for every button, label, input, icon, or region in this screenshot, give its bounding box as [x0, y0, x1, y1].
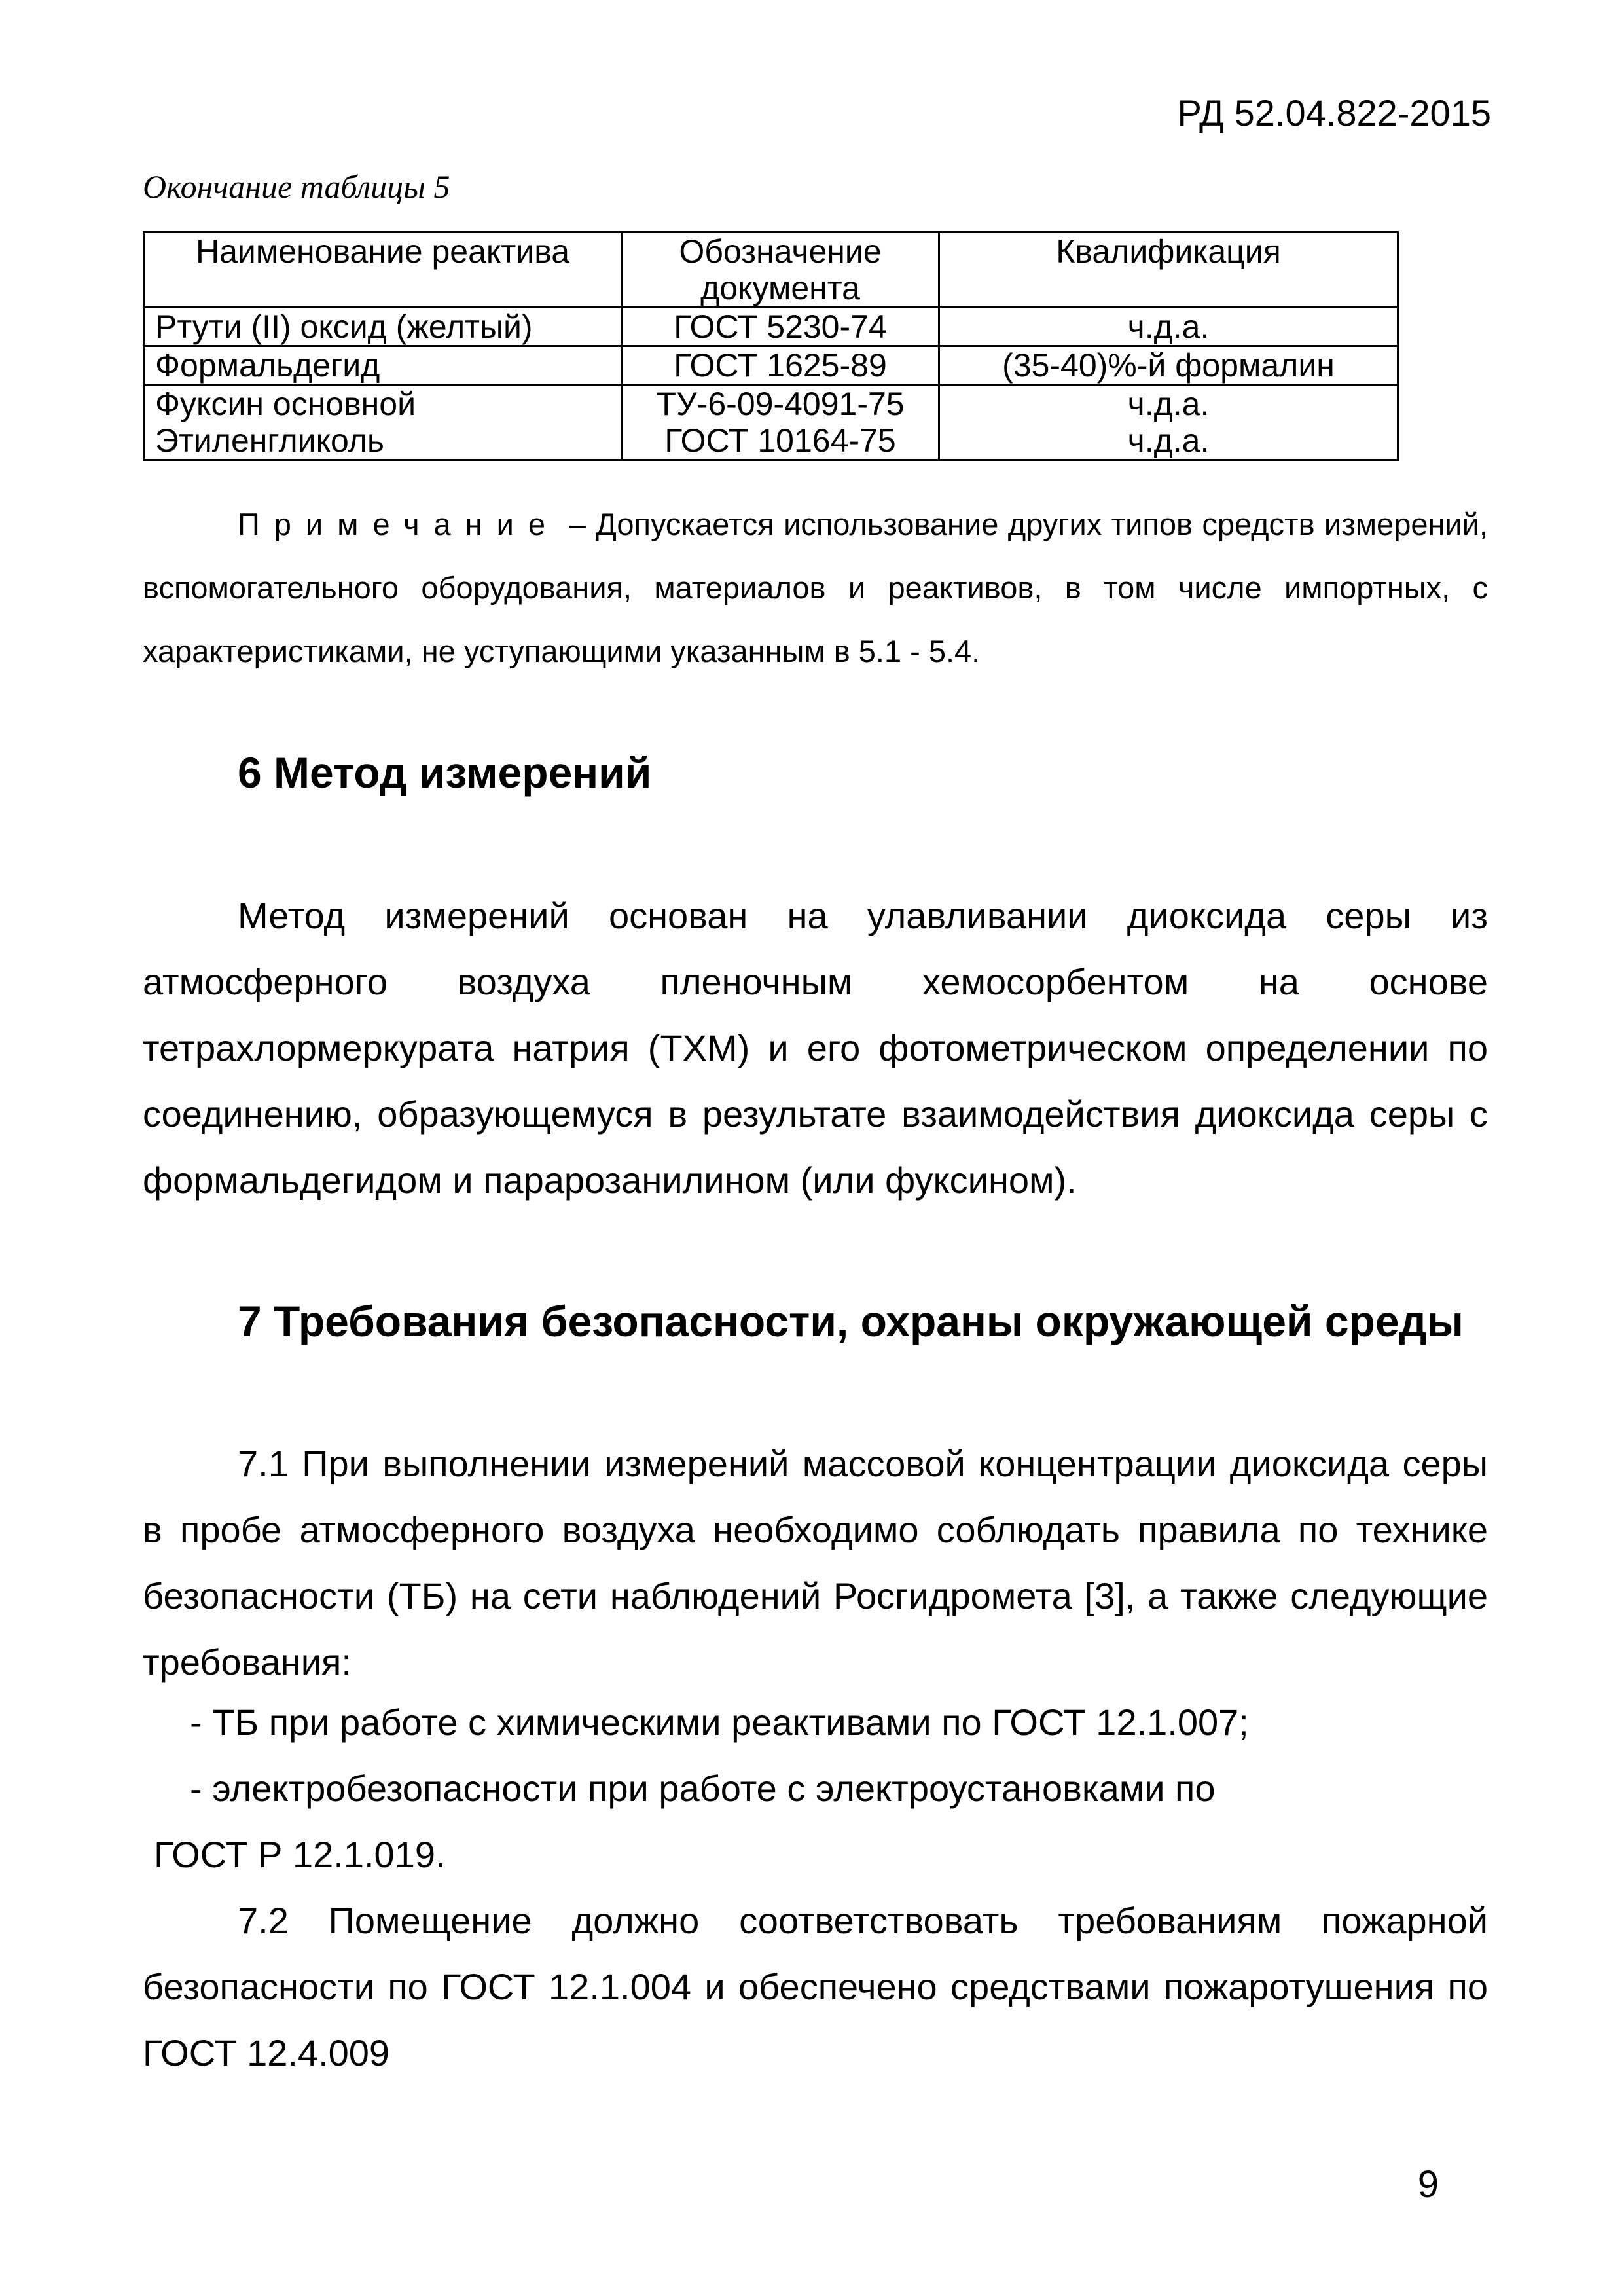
table-cell: ч.д.а.: [939, 422, 1398, 460]
table-cell: ч.д.а.: [939, 308, 1398, 346]
table-note: [143, 492, 1488, 683]
section-6-paragraph: Метод измерений основан на улавливании диоксида серы из атмосферного воздуха пленочным хемосорбентом на основе тетрахлормеркурата натрия (ТХМ) и его фотометрическом определении по соединению, образующемуся в результате взаимодействия диоксида серы с формальдегидом и парарозанилином (или фуксином).: [143, 895, 1488, 1201]
column-header: Квалификация: [939, 232, 1398, 308]
paragraph-7-2: 7.2 Помещение должно соответствовать требованиям пожарной безопасности по ГОСТ 12.1.004 и обеспечено средствами пожаротушения по ГОСТ 12.4.009: [143, 1900, 1488, 2073]
table-cell: Ртути (II) оксид (желтый): [144, 308, 622, 346]
list-item-continuation: ГОСТ Р 12.1.019.: [154, 1834, 446, 1875]
table-row: [144, 346, 1398, 385]
paragraph-7-1: 7.1 При выполнении измерений массовой концентрации диоксида серы в пробе атмосферного воздуха необходимо соблюдать правила по технике безопасности (ТБ) на сети наблюдений Росгидромета [3], а также следующие требования:: [143, 1443, 1488, 1683]
page-number: 9: [1417, 2163, 1439, 2206]
table-row: [144, 385, 1398, 423]
table-row: [144, 422, 1398, 460]
table-cell: ГОСТ 10164-75: [622, 422, 939, 460]
column-header: Обозначение документа: [622, 232, 939, 308]
table-row: [144, 308, 1398, 346]
table-cell: Формальдегид: [144, 346, 622, 385]
note-text: – Допускается использование других типов средств измерений, вспомогательного оборудования, материалов и реактивов, в том числе импортных, с характеристиками, не уступающими указанным в 5.1 - 5.4.: [143, 507, 1488, 668]
reagents-table: [143, 231, 1399, 461]
table-header-row: [144, 232, 1398, 308]
table-cell: ч.д.а.: [939, 385, 1398, 423]
note-label: Примечание: [238, 507, 560, 541]
table-cell: ТУ-6-09-4091-75: [622, 385, 939, 423]
document-number: РД 52.04.822-2015: [1177, 92, 1491, 134]
table-cell: Этиленгликоль: [144, 422, 622, 460]
section-7-heading: 7 Требования безопасности, охраны окружающей среды: [238, 1297, 1464, 1345]
table-cell: ГОСТ 5230-74: [622, 308, 939, 346]
table-cell: Фуксин основной: [144, 385, 622, 423]
table-cell: ГОСТ 1625-89: [622, 346, 939, 385]
table-cell: (35-40)%-й формалин: [939, 346, 1398, 385]
section-6-heading: 6 Метод измерений: [238, 748, 652, 797]
table-caption: Окончание таблицы 5: [143, 168, 450, 205]
column-header: Наименование реактива: [144, 232, 622, 308]
list-item: - электробезопасности при работе с электроустановками по: [190, 1768, 1216, 1809]
list-item: - ТБ при работе с химическими реактивами по ГОСТ 12.1.007;: [190, 1702, 1249, 1743]
